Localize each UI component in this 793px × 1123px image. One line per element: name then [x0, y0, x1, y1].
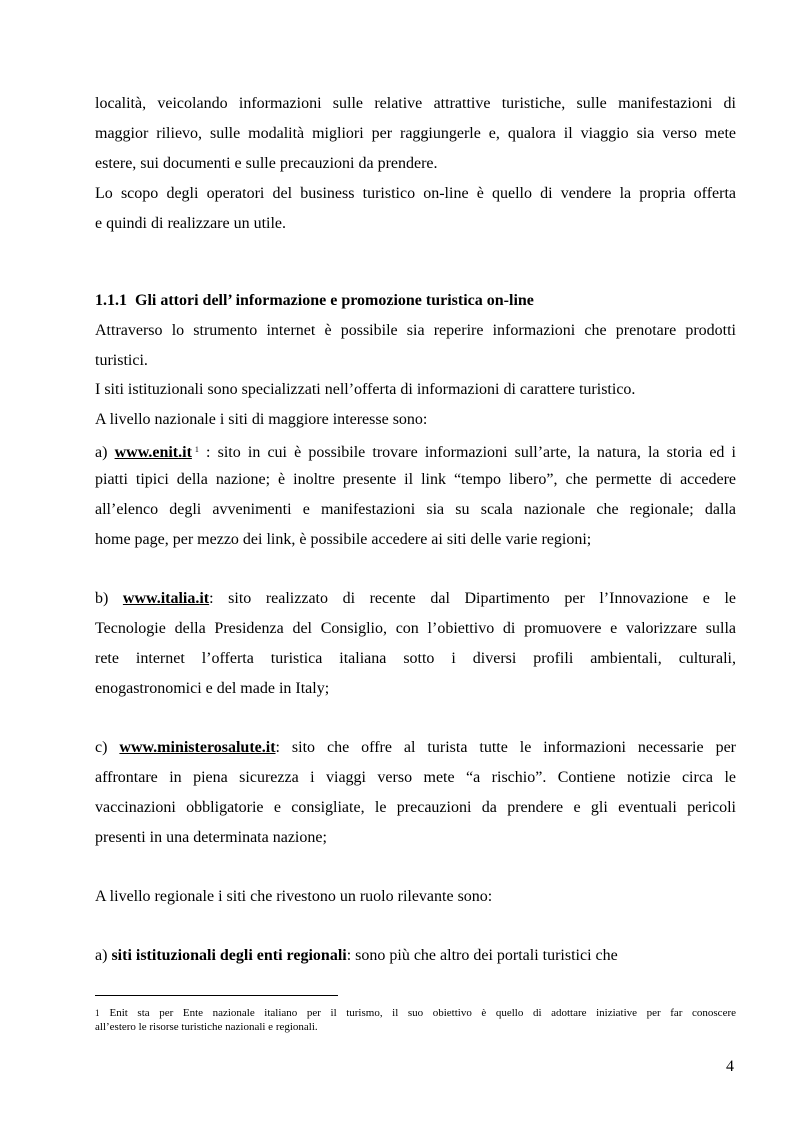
- paragraph-line: Attraverso lo strumento internet è possibile sia reperire informazioni che prenotare prodotti: [95, 322, 736, 339]
- page-number: 4: [726, 1058, 734, 1075]
- enit-link[interactable]: www.enit.it: [114, 444, 192, 461]
- paragraph-line: maggior rilievo, sulle modalità migliori per raggiungerle e, qualora il viaggio sia verso mete: [95, 125, 736, 142]
- ministerosalute-link[interactable]: www.ministerosalute.it: [119, 739, 276, 756]
- regional-item-title: siti istituzionali degli enti regionali: [111, 947, 347, 964]
- footnote-line: all’estero le risorse turistiche nazionali e regionali.: [95, 1021, 318, 1033]
- list-item-regional: a) siti istituzionali degli enti regionali: sono più che altro dei portali turistici che: [95, 947, 618, 964]
- paragraph-line: home page, per mezzo dei link, è possibile accedere ai siti delle varie regioni;: [95, 531, 592, 548]
- paragraph-line: A livello regionale i siti che rivestono un ruolo rilevante sono:: [95, 888, 493, 905]
- paragraph-line: affrontare in piena sicurezza i viaggi verso mete “a rischio”. Contiene notizie circa le: [95, 769, 736, 786]
- paragraph-line: e quindi di realizzare un utile.: [95, 215, 287, 232]
- paragraph-line: Lo scopo degli operatori del business turistico on-line è quello di vendere la propria offerta: [95, 185, 736, 202]
- paragraph-line: rete internet l’offerta turistica italiana sotto i diversi profili ambientali, culturali,: [95, 650, 736, 667]
- section-title: Gli attori dell’ informazione e promozione turistica on-line: [135, 292, 534, 309]
- paragraph-line: piatti tipici della nazione; è inoltre presente il link “tempo libero”, che permette di accedere: [95, 471, 736, 488]
- paragraph-line: I siti istituzionali sono specializzati nell’offerta di informazioni di carattere turistico.: [95, 381, 636, 398]
- paragraph-line: enogastronomici e del made in Italy;: [95, 680, 330, 697]
- paragraph-line: vaccinazioni obbligatorie e consigliate, le precauzioni da prendere e gli eventuali pericoli: [95, 799, 736, 816]
- footnote-divider: [95, 995, 338, 996]
- section-heading: [95, 291, 736, 311]
- paragraph-line: turistici.: [95, 352, 148, 369]
- paragraph-line: A livello nazionale i siti di maggiore interesse sono:: [95, 411, 428, 428]
- paragraph-line: estere, sui documenti e sulle precauzioni da prendere.: [95, 155, 438, 172]
- paragraph-line: Tecnologie della Presidenza del Consiglio, con l’obiettivo di promuovere e valorizzare sulla: [95, 620, 736, 637]
- list-item-ministerosalute: c) www.ministerosalute.it: sito che offre al turista tutte le informazioni necessarie per: [95, 739, 736, 756]
- paragraph-line: località, veicolando informazioni sulle relative attrattive turistiche, sulle manifestazioni di: [95, 95, 736, 112]
- list-item-enit: a) www.enit.it $^1$ : sito in cui è possibile trovare informazioni sull’arte, la natura, la storia ed i: [95, 444, 737, 461]
- italia-link[interactable]: www.italia.it: [122, 590, 210, 607]
- footnote: 1 Enit sta per Ente nazionale italiano per il turismo, il suo obiettivo è quello di adottare iniziative per far conoscere: [95, 1007, 736, 1019]
- footnote-ref[interactable]: 1: [194, 445, 199, 454]
- paragraph-line: presenti in una determinata nazione;: [95, 829, 327, 846]
- paragraph-line: all’elenco degli avvenimenti e manifestazioni sia su scala nazionale che regionale; dalla: [95, 501, 736, 518]
- section-number: 1.1.1: [95, 292, 127, 309]
- list-item-italia: b) www.italia.it: sito realizzato di recente dal Dipartimento per l’Innovazione e le: [95, 590, 736, 607]
- footnote-number: 1: [95, 1008, 100, 1018]
